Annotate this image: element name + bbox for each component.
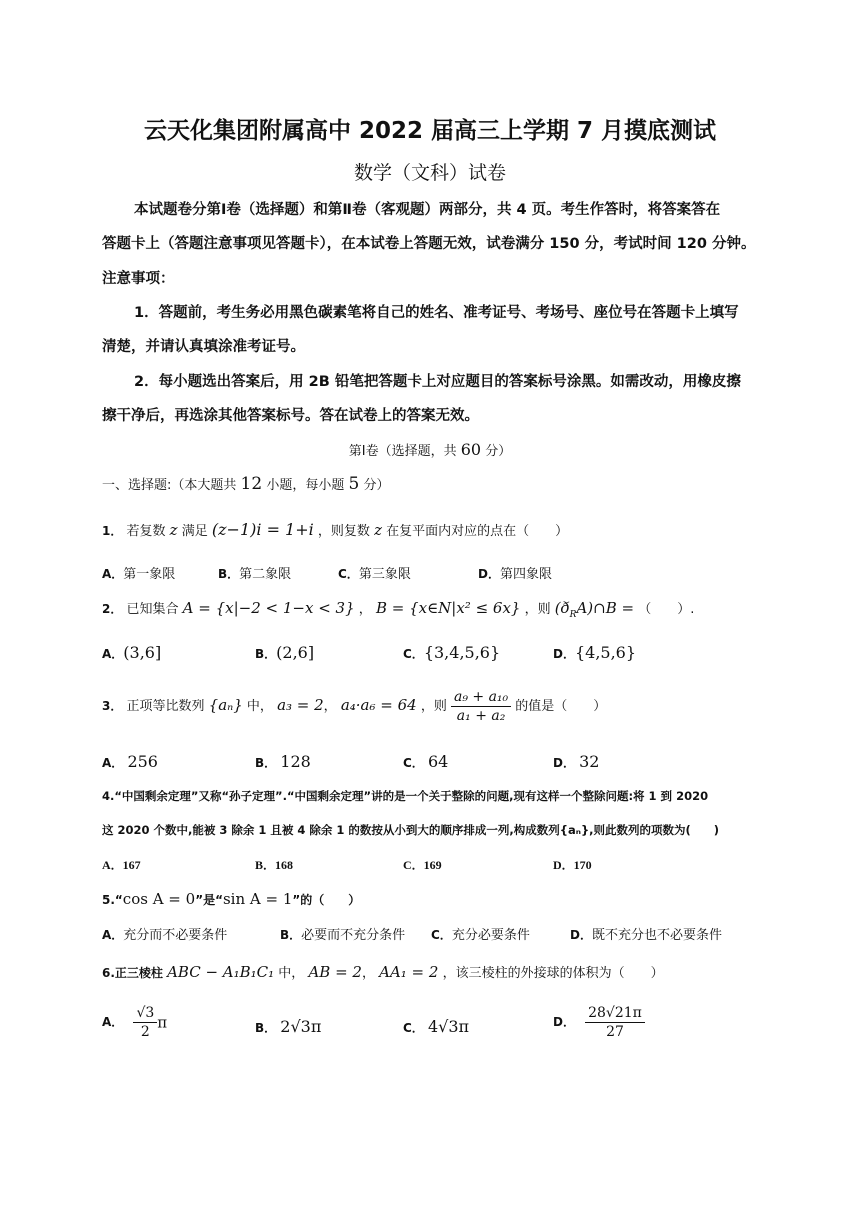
q3-text-3: ，则 [420, 699, 447, 714]
q6-option-a[interactable]: A． $\frac{√3}{2}$ π [102, 1005, 168, 1040]
q1-text-2: 满足 [181, 524, 208, 539]
q3-option-d[interactable]: D． 32 [553, 752, 600, 771]
q4-option-b[interactable]: B．168 [255, 858, 294, 872]
q1-option-d[interactable]: D．第四象限 [478, 567, 552, 582]
question-1-number: 1． [102, 524, 123, 538]
notice-item-2b: 擦干净后，再选涂其他答案标号。答在试卷上的答案无效。 [102, 408, 479, 424]
section-text-b: 小题，每小题 [266, 478, 345, 493]
q6-cond-1: AB = 2 [308, 963, 362, 981]
q1-option-a[interactable]: A．第一象限 [102, 567, 176, 582]
section-text-c: 分） [363, 478, 390, 493]
q2-option-c[interactable]: C．{3,4,5,6} [403, 643, 501, 662]
q6-cond-2: AA₁ = 2 [379, 963, 439, 981]
notice-item-1b: 清楚，并请认真填涂准考证号。 [102, 339, 305, 355]
q3-option-c[interactable]: C． 64 [403, 752, 449, 771]
q1-text-1: 若复数 [126, 524, 166, 539]
q5-option-a[interactable]: A．充分而不必要条件 [102, 928, 228, 943]
section-points: 5 [348, 474, 360, 494]
q3-text-2: 中， [246, 699, 273, 714]
q2-text-1: 已知集合 [126, 602, 179, 617]
q4-option-d[interactable]: D．170 [553, 858, 592, 872]
intro-line-1: 本试题卷分第Ⅰ卷（选择题）和第Ⅱ卷（客观题）两部分，共 4 页。考生作答时，将答案答在 [134, 202, 721, 218]
q3-text-4: 的值是（ ） [515, 699, 607, 714]
q6-text-3: ，该三棱柱的外接球的体积为（ ） [442, 966, 664, 981]
q2-complement: (ð [554, 599, 570, 617]
q3-option-a[interactable]: A． 256 [102, 752, 158, 771]
q3-text-1: 正项等比数列 [126, 699, 205, 714]
q2-set-a: A = {x|−2 < 1−x < 3} [182, 599, 355, 617]
question-4-line-1: 4.“中国剩余定理”又称“孙子定理”.“中国剩余定理”讲的是一个关于整除的问题,现有这样一个整除问题:将 1 到 2020 [102, 789, 709, 803]
q2-option-b[interactable]: B．(2,6] [255, 643, 315, 662]
q3-cond-2: a₄·a₆ = 64 [340, 696, 417, 714]
section-text-a: 一、选择题:（本大题共 [102, 478, 237, 493]
q2-set-b: B = {x∈N|x² ≤ 6x} [375, 599, 521, 617]
q1-text-3: ，则复数 [317, 524, 370, 539]
exam-subtitle: 数学（文科）试卷 [353, 162, 506, 184]
section-count: 12 [240, 474, 263, 494]
q1-var-z-2: z [374, 521, 382, 539]
q5-expr-2: sin A = 1 [222, 890, 293, 908]
q6-option-d[interactable]: D． $\frac{28√21\pi}{27}$ [553, 1004, 645, 1041]
q5-expr-1: cos A = 0 [122, 890, 196, 908]
q3-cond-1: a₃ = 2 [277, 696, 324, 714]
part1-heading-text-b: 分） [485, 444, 512, 459]
question-5 [102, 890, 360, 908]
question-2 [102, 598, 694, 620]
part1-heading [0, 440, 860, 459]
q6-text-1: 6.正三棱柱 [102, 966, 163, 980]
q1-var-z: z [169, 521, 178, 539]
q1-option-c[interactable]: C．第三象限 [338, 567, 411, 582]
q2-complement-sub: R [569, 610, 577, 620]
q6-option-b[interactable]: B． 2√3π [255, 1017, 322, 1036]
question-6: 6.正三棱柱 ABC − A₁B₁C₁ 中， AB = 2， AA₁ = 2 ，该三棱柱的外接球的体积为（ ） [102, 963, 664, 981]
q6-option-c[interactable]: C． 4√3π [403, 1017, 470, 1036]
q1-text-4: 在复平面内对应的点在（ ） [386, 524, 569, 539]
q2-text-3: （ ）. [638, 602, 695, 617]
question-1 [102, 520, 568, 539]
q2-option-d[interactable]: D．{4,5,6} [553, 643, 637, 662]
q5-text-2: ”是“ [195, 893, 223, 907]
section-heading [102, 474, 389, 494]
q5-text-1: 5.“ [102, 893, 123, 907]
q5-option-b[interactable]: B．必要而不充分条件 [280, 928, 406, 943]
notice-item-2a: 2．每小题选出答案后，用 2B 铅笔把答题卡上对应题目的答案标号涂黑。如需改动，用橡皮擦 [134, 374, 741, 390]
part1-heading-score: 60 [460, 440, 482, 459]
q6-text-2: 中， [278, 966, 305, 981]
notice-item-1a: 1．答题前，考生务必用黑色碳素笔将自己的姓名、准考证号、考场号、座位号在答题卡上填写 [134, 305, 739, 321]
q2-sep: ， [358, 602, 372, 617]
q2-option-a[interactable]: A．(3,6] [102, 643, 162, 662]
q2-intersection: A)∩B = [576, 599, 635, 617]
q1-option-b[interactable]: B．第二象限 [218, 567, 292, 582]
exam-title: 云天化集团附属高中 2022 届高三上学期 7 月摸底测试 [143, 118, 717, 144]
q5-option-d[interactable]: D．既不充分也不必要条件 [570, 928, 722, 943]
q4-option-a[interactable]: A．167 [102, 858, 141, 872]
q4-option-c[interactable]: C．169 [403, 858, 442, 872]
q3-sequence: {aₙ} [208, 696, 243, 714]
part1-heading-text-a: 第Ⅰ卷（选择题，共 [348, 444, 457, 459]
q1-equation: (z−1)i = 1+i [211, 520, 314, 539]
q6-prism: ABC − A₁B₁C₁ [167, 963, 275, 981]
notice-heading: 注意事项： [102, 271, 175, 287]
q5-text-3: ”的（ ） [292, 893, 361, 907]
question-3-number: 3． [102, 699, 123, 713]
intro-line-2: 答题卡上（答题注意事项见答题卡），在本试卷上答题无效，试卷满分 150 分，考试时间 120 分钟。 [102, 236, 756, 252]
question-3: 3． 正项等比数列 {aₙ} 中， a₃ = 2， a₄·a₆ = 64 ，则 $\frac{\text{a₉ + a₁₀}}{\text{a₁ + a₂}}$ 的值是（ ） [102, 689, 607, 724]
q5-option-c[interactable]: C．充分必要条件 [431, 928, 530, 943]
q3-option-b[interactable]: B． 128 [255, 752, 311, 771]
q3-fraction: $\frac{\text{a₉ + a₁₀}}{\text{a₁ + a₂}}$ [451, 688, 511, 725]
q2-text-2: ，则 [524, 602, 551, 617]
question-4-line-2: 这 2020 个数中,能被 3 除余 1 且被 4 除余 1 的数按从小到大的顺序排成一列,构成数列{aₙ},则此数列的项数为( ) [102, 823, 720, 837]
question-2-number: 2． [102, 602, 123, 616]
